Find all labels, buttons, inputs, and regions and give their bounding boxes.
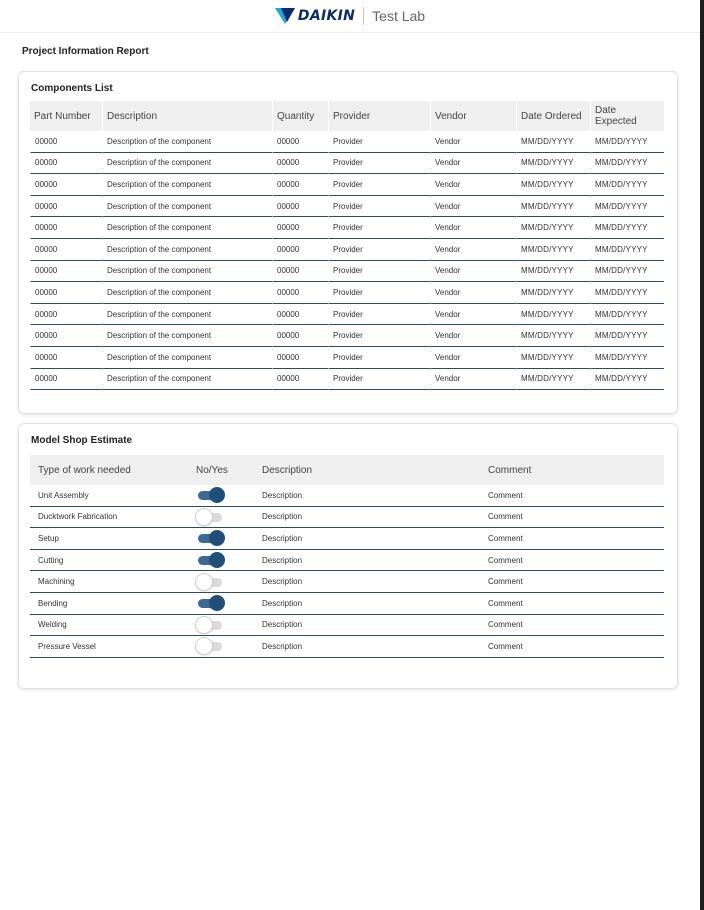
table-cell: Vendor (430, 369, 516, 391)
table-cell: MM/DD/YYYY (590, 369, 664, 391)
table-cell: MM/DD/YYYY (516, 217, 590, 239)
table-cell: MM/DD/YYYY (590, 131, 664, 153)
table-cell: Description of the component (102, 217, 272, 239)
table-cell: MM/DD/YYYY (590, 174, 664, 196)
table-cell: 00000 (272, 304, 328, 326)
table-cell: Vendor (430, 196, 516, 218)
table-cell: MM/DD/YYYY (590, 347, 664, 369)
table-row (30, 347, 664, 369)
header-divider (363, 7, 364, 25)
column-header: Part Number (30, 101, 102, 131)
table-cell: 00000 (30, 196, 102, 218)
toggle-switch[interactable] (196, 553, 224, 567)
table-row (30, 571, 664, 593)
table-cell: Vendor (430, 304, 516, 326)
table-cell: MM/DD/YYYY (590, 217, 664, 239)
table-cell: 00000 (272, 174, 328, 196)
table-cell: Description of the component (102, 282, 272, 304)
table-cell: 00000 (272, 347, 328, 369)
table-cell: MM/DD/YYYY (590, 239, 664, 261)
work-type-label: Setup (30, 528, 188, 550)
table-cell: MM/DD/YYYY (516, 347, 590, 369)
table-cell: 00000 (30, 369, 102, 391)
components-table (30, 101, 664, 390)
table-cell: Provider (328, 369, 430, 391)
toggle-switch[interactable] (196, 618, 224, 632)
comment-cell[interactable]: Comment (480, 636, 664, 658)
comment-cell[interactable]: Comment (480, 593, 664, 615)
table-cell: 00000 (30, 153, 102, 175)
table-cell: MM/DD/YYYY (516, 261, 590, 283)
table-cell: Vendor (430, 261, 516, 283)
table-cell: 00000 (30, 282, 102, 304)
table-row (30, 196, 664, 218)
toggle-switch[interactable] (196, 510, 224, 524)
column-header: Provider (328, 101, 430, 131)
table-cell: Description of the component (102, 261, 272, 283)
column-header: Comment (480, 455, 664, 485)
table-cell: 00000 (272, 217, 328, 239)
app-header (0, 0, 700, 33)
table-row (30, 369, 664, 391)
estimate-card (18, 423, 678, 689)
table-row (30, 174, 664, 196)
table-cell: Description of the component (102, 304, 272, 326)
comment-cell[interactable]: Comment (480, 571, 664, 593)
toggle-cell (188, 636, 254, 658)
column-header: Description (254, 455, 480, 485)
page-title: Project Information Report (22, 46, 149, 57)
comment-cell[interactable]: Comment (480, 615, 664, 637)
table-cell: MM/DD/YYYY (516, 153, 590, 175)
app-name: Test Lab (372, 8, 426, 24)
table-row (30, 325, 664, 347)
description-cell[interactable]: Description (254, 615, 480, 637)
toggle-cell (188, 615, 254, 637)
table-cell: MM/DD/YYYY (516, 196, 590, 218)
estimate-title: Model Shop Estimate (31, 435, 133, 446)
table-row (30, 131, 664, 153)
table-row (30, 304, 664, 326)
table-cell: 00000 (30, 304, 102, 326)
table-cell: Description of the component (102, 196, 272, 218)
description-cell[interactable]: Description (254, 485, 480, 507)
table-cell: 00000 (272, 325, 328, 347)
table-row (30, 636, 664, 658)
table-cell: Vendor (430, 239, 516, 261)
table-cell: Provider (328, 196, 430, 218)
table-cell: MM/DD/YYYY (590, 304, 664, 326)
table-cell: 00000 (30, 325, 102, 347)
toggle-cell (188, 485, 254, 507)
table-cell: Description of the component (102, 369, 272, 391)
toggle-cell (188, 528, 254, 550)
table-cell: MM/DD/YYYY (516, 369, 590, 391)
table-cell: Provider (328, 131, 430, 153)
toggle-switch[interactable] (196, 639, 224, 653)
table-cell: 00000 (30, 217, 102, 239)
toggle-knob (196, 509, 212, 525)
table-cell: Provider (328, 304, 430, 326)
table-cell: Vendor (430, 282, 516, 304)
table-cell: Provider (328, 347, 430, 369)
window-edge (700, 0, 704, 910)
description-cell[interactable]: Description (254, 528, 480, 550)
toggle-cell (188, 507, 254, 529)
table-cell: Provider (328, 239, 430, 261)
toggle-switch[interactable] (196, 531, 224, 545)
work-type-label: Ducktwork Fabrication (30, 507, 188, 529)
description-cell[interactable]: Description (254, 507, 480, 529)
table-cell: 00000 (272, 153, 328, 175)
components-card (18, 71, 678, 414)
toggle-knob (209, 530, 225, 546)
table-cell: Vendor (430, 217, 516, 239)
table-cell: MM/DD/YYYY (516, 282, 590, 304)
table-cell: Description of the component (102, 239, 272, 261)
table-cell: 00000 (30, 131, 102, 153)
column-header: Type of work needed (30, 455, 188, 485)
estimate-table (30, 455, 664, 658)
comment-cell[interactable]: Comment (480, 507, 664, 529)
column-header: No/Yes (188, 455, 254, 485)
column-header: Description (102, 101, 272, 131)
toggle-knob (196, 574, 212, 590)
estimate-header-row (30, 455, 664, 485)
table-cell: MM/DD/YYYY (590, 282, 664, 304)
table-row (30, 615, 664, 637)
table-cell: MM/DD/YYYY (516, 174, 590, 196)
description-cell[interactable]: Description (254, 593, 480, 615)
table-row (30, 153, 664, 175)
table-cell: Vendor (430, 153, 516, 175)
table-cell: 00000 (272, 261, 328, 283)
table-cell: 00000 (272, 131, 328, 153)
toggle-switch[interactable] (196, 596, 224, 610)
table-row (30, 485, 664, 507)
table-cell: Vendor (430, 131, 516, 153)
toggle-cell (188, 550, 254, 572)
table-row (30, 261, 664, 283)
table-cell: MM/DD/YYYY (590, 325, 664, 347)
table-cell: Description of the component (102, 347, 272, 369)
table-row (30, 507, 664, 529)
brand-name: DAIKIN (297, 8, 356, 24)
table-row (30, 217, 664, 239)
column-header: Date Expected (590, 101, 664, 131)
daikin-logo (275, 8, 355, 24)
table-cell: MM/DD/YYYY (590, 261, 664, 283)
description-cell[interactable]: Description (254, 550, 480, 572)
table-cell: MM/DD/YYYY (516, 304, 590, 326)
work-type-label: Cutting (30, 550, 188, 572)
table-row (30, 282, 664, 304)
table-cell: 00000 (30, 347, 102, 369)
components-header-row (30, 101, 664, 131)
table-cell: Provider (328, 217, 430, 239)
table-cell: MM/DD/YYYY (516, 325, 590, 347)
column-header: Vendor (430, 101, 516, 131)
table-cell: 00000 (30, 174, 102, 196)
table-cell: Provider (328, 325, 430, 347)
components-title: Components List (31, 83, 113, 94)
table-cell: 00000 (272, 369, 328, 391)
table-cell: 00000 (272, 196, 328, 218)
table-cell: MM/DD/YYYY (516, 239, 590, 261)
work-type-label: Machining (30, 571, 188, 593)
table-cell: MM/DD/YYYY (516, 131, 590, 153)
table-cell: 00000 (30, 239, 102, 261)
daikin-logo-icon (275, 8, 295, 24)
table-row (30, 528, 664, 550)
table-cell: Provider (328, 153, 430, 175)
toggle-knob (196, 617, 212, 633)
description-cell[interactable]: Description (254, 636, 480, 658)
toggle-cell (188, 593, 254, 615)
table-cell: Vendor (430, 347, 516, 369)
toggle-switch[interactable] (196, 575, 224, 589)
column-header: Quantity (272, 101, 328, 131)
work-type-label: Pressure Vessel (30, 636, 188, 658)
table-cell: 00000 (272, 239, 328, 261)
work-type-label: Bending (30, 593, 188, 615)
toggle-knob (209, 487, 225, 503)
toggle-switch[interactable] (196, 488, 224, 502)
table-cell: MM/DD/YYYY (590, 153, 664, 175)
column-header: Date Ordered (516, 101, 590, 131)
toggle-knob (196, 638, 212, 654)
comment-cell[interactable]: Comment (480, 550, 664, 572)
table-cell: Vendor (430, 325, 516, 347)
comment-cell[interactable]: Comment (480, 528, 664, 550)
table-cell: 00000 (272, 282, 328, 304)
toggle-knob (209, 552, 225, 568)
table-row (30, 550, 664, 572)
table-cell: Provider (328, 174, 430, 196)
table-row (30, 239, 664, 261)
work-type-label: Welding (30, 615, 188, 637)
table-cell: Description of the component (102, 174, 272, 196)
table-cell: Provider (328, 261, 430, 283)
toggle-cell (188, 571, 254, 593)
table-cell: Description of the component (102, 131, 272, 153)
table-cell: MM/DD/YYYY (590, 196, 664, 218)
toggle-knob (209, 595, 225, 611)
table-cell: Description of the component (102, 325, 272, 347)
table-cell: Vendor (430, 174, 516, 196)
table-cell: 00000 (30, 261, 102, 283)
table-row (30, 593, 664, 615)
comment-cell[interactable]: Comment (480, 485, 664, 507)
work-type-label: Unit Assembly (30, 485, 188, 507)
table-cell: Description of the component (102, 153, 272, 175)
table-cell: Provider (328, 282, 430, 304)
description-cell[interactable]: Description (254, 571, 480, 593)
